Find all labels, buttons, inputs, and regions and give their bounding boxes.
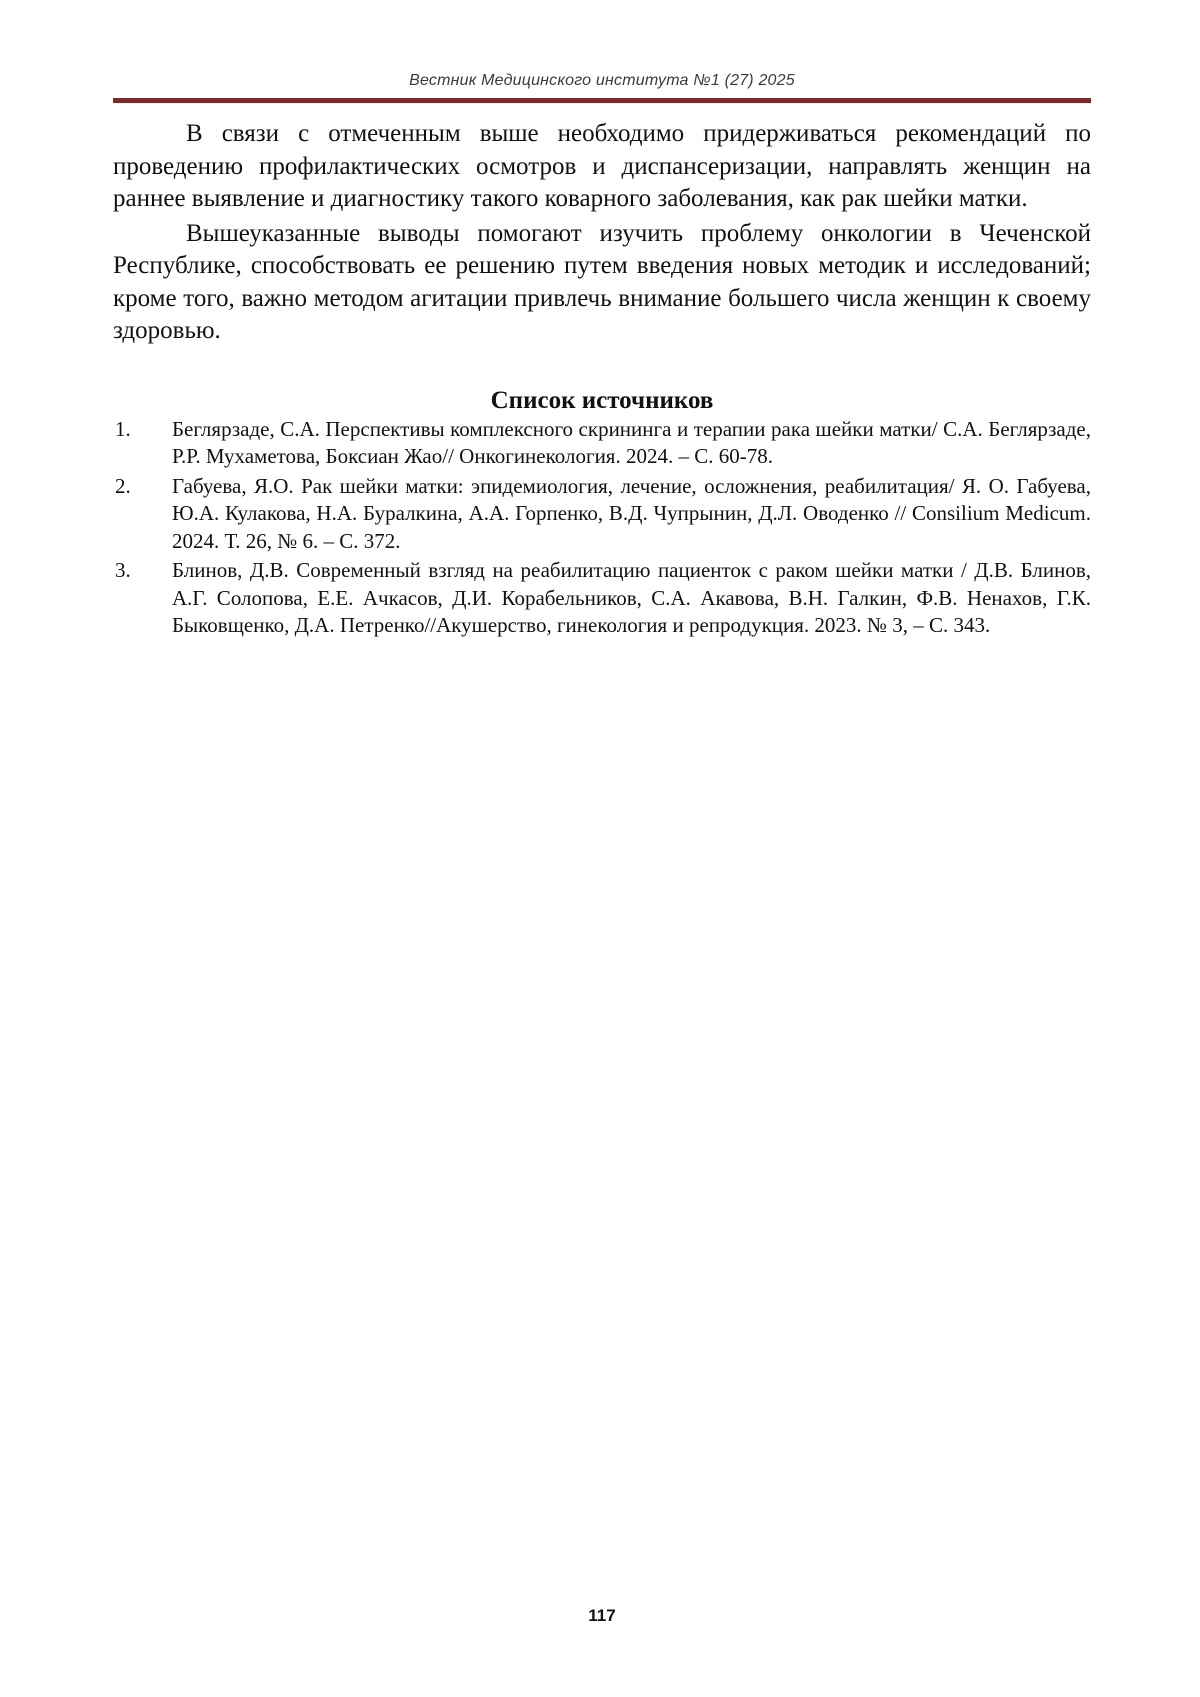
article-body [113, 118, 1091, 642]
reference-text: Беглярзаде, С.А. Перспективы комплексного скрининга и терапии рака шейки матки/ С.А. Беглярзаде, Р.Р. Мухаметова, Боксиан Жао// Онкогинекология. 2024. – С. 60-78. [172, 417, 1091, 469]
reference-text: Блинов, Д.В. Современный взгляд на реабилитацию пациенток с раком шейки матки / Д.В. Блинов, А.Г. Солопова, Е.Е. Ачкасов, Д.И. Корабельников, С.А. Акавова, В.Н. Галкин, Ф.В. Ненахов, Г.К. Быковщенко, Д.А. Петренко//Акушерство, гинекология и репродукция. 2023. № 3, – С. 343. [172, 558, 1091, 637]
header-divider [113, 98, 1091, 103]
page-number: 117 [113, 1606, 1091, 1626]
reference-item [113, 473, 1091, 556]
reference-item [113, 557, 1091, 640]
body-paragraph: В связи с отмеченным выше необходимо придерживаться рекомендаций по проведению профилактических осмотров и диспансеризации, направлять женщин на раннее выявление и диагностику такого коварного заболевания, как рак шейки матки. [113, 118, 1091, 216]
journal-header-title: Вестник Медицинского института №1 (27) 2025 [113, 72, 1091, 90]
references-heading: Список источников [113, 386, 1091, 416]
reference-number: 1. [115, 416, 131, 444]
references-list [113, 416, 1091, 640]
body-paragraph: Вышеуказанные выводы помогают изучить проблему онкологии в Чеченской Республике, способствовать ее решению путем введения новых методик и исследований; кроме того, важно методом агитации привлечь внимание большего числа женщин к своему здоровью. [113, 218, 1091, 348]
reference-number: 2. [115, 473, 131, 501]
reference-number: 3. [115, 557, 131, 585]
reference-item [113, 416, 1091, 471]
reference-text: Габуева, Я.О. Рак шейки матки: эпидемиология, лечение, осложнения, реабилитация/ Я. О. Габуева, Ю.А. Кулакова, Н.А. Буралкина, А.А. Горпенко, В.Д. Чупрынин, Д.Л. Оводенко // Consilium Medicum. 2024. Т. 26, № 6. – С. 372. [172, 474, 1091, 553]
